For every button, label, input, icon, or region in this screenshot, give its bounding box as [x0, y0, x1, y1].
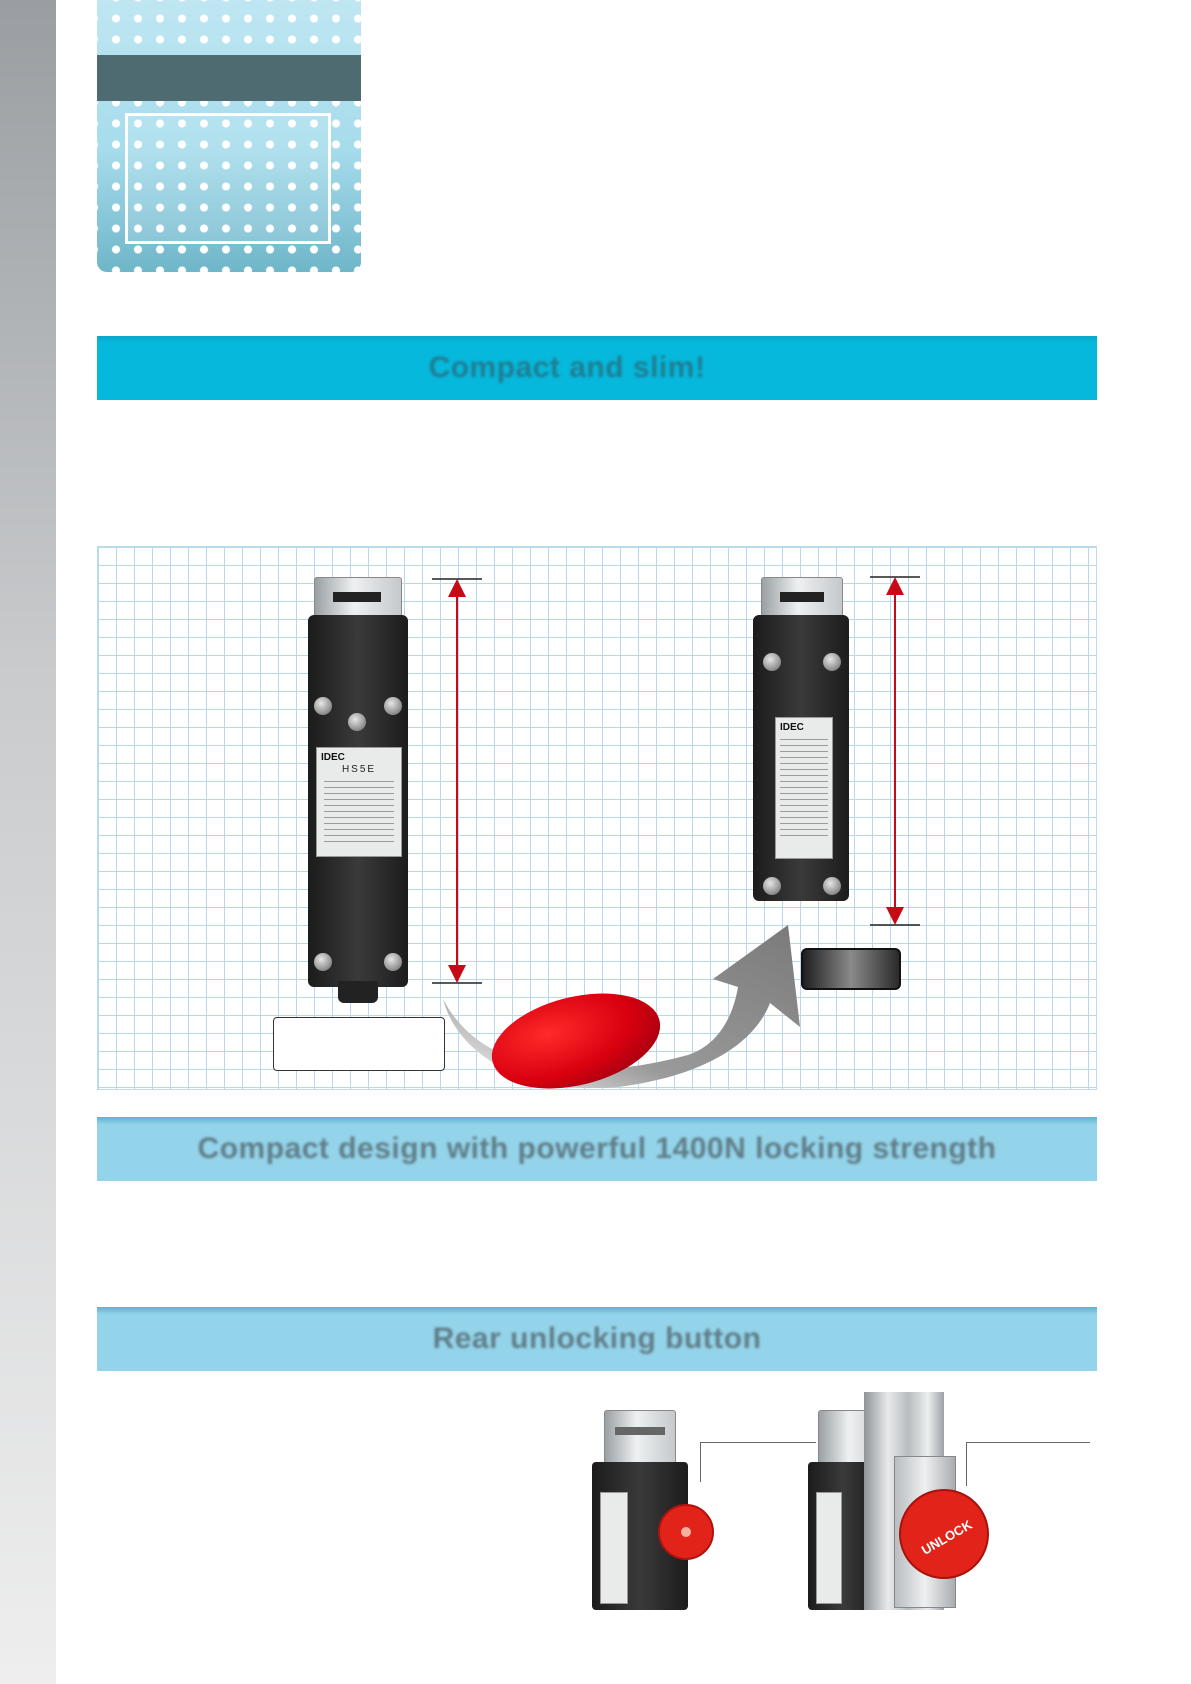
- section-title: Compact design with powerful 1400N locking strength: [197, 1132, 997, 1165]
- callout-line-left-drop: [700, 1442, 701, 1482]
- header-inset-frame: [125, 113, 331, 244]
- actuator-head: [604, 1410, 676, 1464]
- dimension-arrowhead-down-right: [886, 907, 904, 925]
- unlock-button: [656, 1502, 716, 1562]
- callout-line-left: [700, 1442, 816, 1443]
- unlock-button-text: UNLOCK: [918, 1516, 975, 1558]
- side-gradient-strip: [0, 0, 56, 1684]
- unlock-button: [896, 1486, 992, 1582]
- section-banner-locking-strength: [97, 1117, 1097, 1181]
- comparison-graphics: [98, 547, 1097, 1090]
- dimension-arrowhead-up-left: [448, 579, 466, 597]
- dimension-arrowhead-up-right: [886, 577, 904, 595]
- header-decorative-panel: [97, 0, 361, 272]
- section-banner-compact-slim: [97, 336, 1097, 400]
- callout-line-right: [966, 1442, 1090, 1443]
- label-brand: IDEC: [780, 722, 804, 733]
- rear-unlock-photo-right: [808, 1392, 988, 1610]
- header-dark-band: [97, 55, 361, 101]
- section-title: Rear unlocking button: [432, 1322, 762, 1355]
- dimension-arrowhead-down-left: [448, 965, 466, 983]
- label-model: HS5E: [341, 764, 377, 775]
- size-comparison-figure: [97, 546, 1097, 1090]
- callout-line-right-drop: [966, 1442, 967, 1486]
- model-name-box: [273, 1017, 445, 1071]
- model-name-badge: [801, 948, 901, 990]
- section-banner-rear-unlock: [97, 1307, 1097, 1371]
- rear-unlock-photo-left: [592, 1410, 712, 1610]
- section-title: Compact and slim!: [428, 351, 706, 384]
- label-brand: IDEC: [321, 752, 345, 763]
